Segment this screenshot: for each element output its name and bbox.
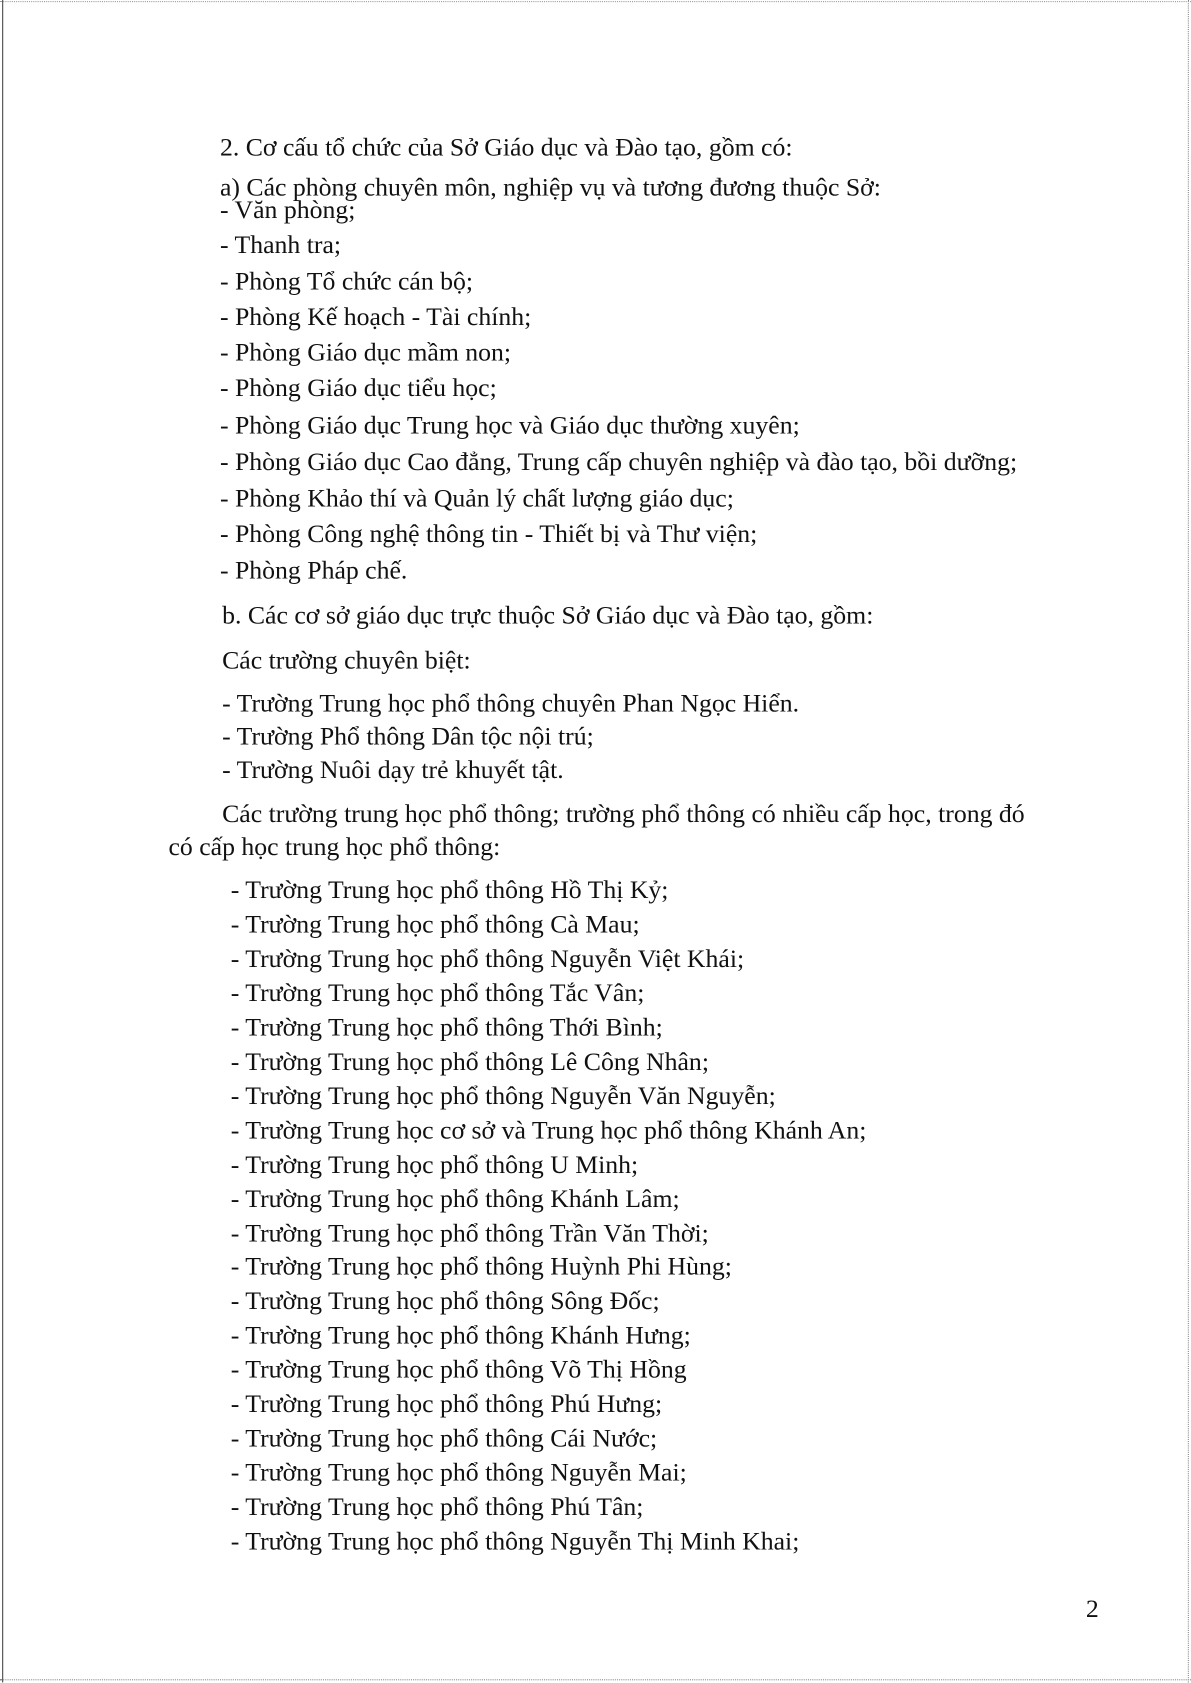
page-border-left bbox=[2, 0, 3, 1682]
page-border-bottom bbox=[0, 1679, 1191, 1680]
list-item: - Trường Trung học phổ thông Phú Hưng; bbox=[230, 1390, 663, 1419]
section-b-title: b. Các cơ sở giáo dục trực thuộc Sở Giáo dục và Đào tạo, gồm: bbox=[222, 601, 874, 630]
special-schools-title: Các trường chuyên biệt: bbox=[222, 647, 471, 675]
list-item: - Trường Trung học phổ thông U Minh; bbox=[230, 1150, 639, 1179]
list-item: - Phòng Pháp chế. bbox=[219, 556, 408, 585]
list-item: - Phòng Công nghệ thông tin - Thiết bị và Thư viện; bbox=[219, 520, 758, 549]
list-item: - Phòng Kế hoạch - Tài chính; bbox=[219, 303, 532, 332]
section-heading: 2. Cơ cấu tổ chức của Sở Giáo dục và Đào tạo, gồm có: bbox=[219, 134, 793, 163]
list-item: - Trường Phổ thông Dân tộc nội trú; bbox=[222, 723, 594, 752]
list-item: - Trường Trung học phổ thông chuyên Phan Ngọc Hiển. bbox=[222, 689, 800, 718]
list-item: - Trường Trung học phổ thông Nguyễn Văn Nguyễn; bbox=[230, 1082, 776, 1111]
list-item: - Phòng Giáo dục Cao đẳng, Trung cấp chuyên nghiệp và đào tạo, bồi dưỡng; bbox=[219, 448, 1018, 477]
list-item: - Trường Nuôi dạy trẻ khuyết tật. bbox=[222, 756, 564, 785]
list-item: - Trường Trung học phổ thông Huỳnh Phi Hùng; bbox=[230, 1253, 732, 1282]
page-border-right bbox=[1188, 0, 1189, 1682]
list-item: - Phòng Khảo thí và Quản lý chất lượng giáo dục; bbox=[219, 484, 734, 513]
list-item: - Trường Trung học phổ thông Nguyễn Mai; bbox=[230, 1459, 687, 1488]
list-item: - Phòng Giáo dục mầm non; bbox=[219, 339, 512, 367]
list-item: - Trường Trung học phổ thông Hồ Thị Kỷ; bbox=[230, 876, 669, 905]
list-item: - Trường Trung học phổ thông Phú Tân; bbox=[230, 1493, 644, 1522]
list-item: - Trường Trung học phổ thông Nguyễn Thị Minh Khai; bbox=[230, 1528, 800, 1556]
list-item: - Văn phòng; bbox=[219, 196, 356, 225]
list-item: - Trường Trung học phổ thông Trần Văn Thời; bbox=[230, 1219, 709, 1248]
page-number: 2 bbox=[1085, 1595, 1099, 1624]
list-item: - Thanh tra; bbox=[219, 231, 342, 260]
high-schools-title: Các trường trung học phổ thông; trường phổ thông có nhiều cấp học, trong đó bbox=[222, 800, 1025, 829]
high-schools-title-cont: có cấp học trung học phổ thông: bbox=[168, 833, 501, 862]
section-a-title: a) Các phòng chuyên môn, nghiệp vụ và tương đương thuộc Sở: bbox=[219, 173, 881, 202]
page-border-top bbox=[0, 1, 1191, 2]
list-item: - Trường Trung học phổ thông Cái Nước; bbox=[230, 1425, 658, 1454]
list-item: - Trường Trung học phổ thông Nguyễn Việt Khái; bbox=[230, 945, 745, 974]
list-item: - Trường Trung học phổ thông Sông Đốc; bbox=[230, 1288, 660, 1316]
list-item: - Trường Trung học phổ thông Tắc Vân; bbox=[230, 979, 645, 1008]
list-item: - Trường Trung học cơ sở và Trung học phổ thông Khánh An; bbox=[230, 1116, 867, 1145]
list-item: - Trường Trung học phổ thông Cà Mau; bbox=[230, 910, 640, 939]
list-item: - Phòng Giáo dục Trung học và Giáo dục thường xuyên; bbox=[219, 412, 800, 440]
list-item: - Trường Trung học phổ thông Khánh Hưng; bbox=[230, 1322, 691, 1351]
list-item: - Phòng Tổ chức cán bộ; bbox=[219, 268, 474, 297]
list-item: - Trường Trung học phổ thông Khánh Lâm; bbox=[230, 1185, 680, 1214]
list-item: - Trường Trung học phổ thông Lê Công Nhân; bbox=[230, 1048, 709, 1076]
list-item: - Phòng Giáo dục tiểu học; bbox=[219, 374, 497, 403]
list-item: - Trường Trung học phổ thông Võ Thị Hồng bbox=[230, 1356, 687, 1385]
list-item: - Trường Trung học phổ thông Thới Bình; bbox=[230, 1013, 663, 1042]
